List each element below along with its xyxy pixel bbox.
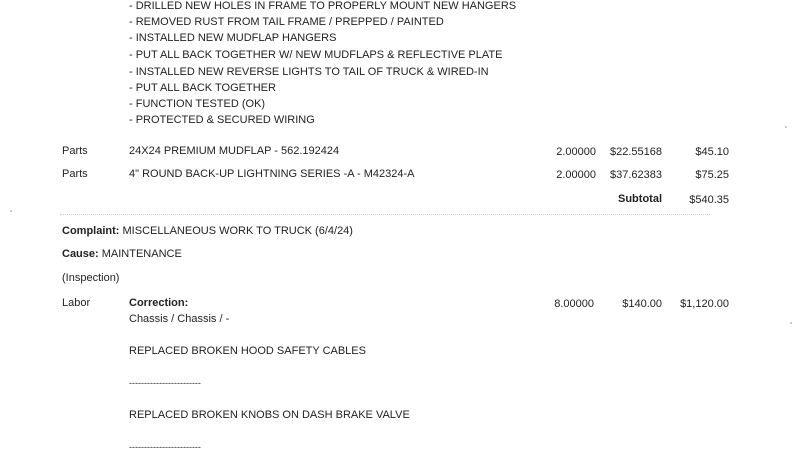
note-separator: ------------------------ [129,378,201,388]
row-qty: 2.00000 [556,169,596,181]
complaint-text: MISCELLANEOUS WORK TO TRUCK (6/4/24) [122,225,353,237]
subtotal-label: Subtotal [618,193,662,205]
row-price: $37.62383 [610,169,662,181]
note-line: REPLACED BROKEN KNOBS ON DASH BRAKE VALVE [129,409,410,421]
labor-type: Labor [62,297,91,309]
row-amount: $75.25 [695,169,729,181]
work-line: - DRILLED NEW HOLES IN FRAME TO PROPERLY MOUNT NEW HANGERS [129,0,517,12]
cause-label: Cause: [62,248,99,260]
work-line: - FUNCTION TESTED (OK) [129,98,266,110]
labor-qty: 8.00000 [554,298,594,310]
note-line: REPLACED BROKEN HOOD SAFETY CABLES [129,345,366,357]
subtotal-amount: $540.35 [689,194,729,206]
row-amount: $45.10 [695,146,729,158]
row-qty: 2.00000 [556,146,596,158]
row-type: Parts [62,145,88,157]
work-line: - PROTECTED & SECURED WIRING [129,114,315,126]
work-line: - INSTALLED NEW REVERSE LIGHTS TO TAIL OF TRUCK & WIRED-IN [129,66,489,78]
row-type: Parts [62,168,88,180]
scan-speck [790,322,792,324]
cause-text: MAINTENANCE [101,248,182,260]
row-description: 24X24 PREMIUM MUDFLAP - 562.192424 [129,145,340,157]
scan-speck [785,126,787,128]
labor-price: $140.00 [622,298,662,310]
note-separator: ------------------------ [129,442,201,452]
inspection: (Inspection) [62,272,120,284]
complaint-label: Complaint: [62,225,120,237]
correction-label: Correction: [129,297,189,309]
work-line: - PUT ALL BACK TOGETHER W/ NEW MUDFLAPS & REFLECTIVE PLATE [129,49,503,61]
row-price: $22.55168 [610,146,662,158]
labor-amount: $1,120.00 [680,298,729,310]
row-description: 4" ROUND BACK-UP LIGHTNING SERIES -A - M42324-A [129,168,415,180]
cause [62,248,182,260]
work-line: - REMOVED RUST FROM TAIL FRAME / PREPPED / PAINTED [129,16,444,28]
complaint [62,225,353,237]
correction-location: Chassis / Chassis / - [129,313,230,325]
scan-divider [60,214,710,215]
work-line: - INSTALLED NEW MUDFLAP HANGERS [129,32,337,44]
scan-speck [10,210,12,212]
work-line: - PUT ALL BACK TOGETHER [129,82,276,94]
